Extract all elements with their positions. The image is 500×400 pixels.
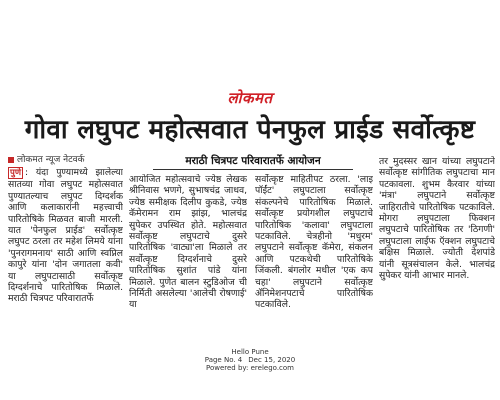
powered-by: Powered by: erelego.com — [205, 364, 294, 372]
edition-name: Hello Pune — [231, 348, 269, 356]
article-column-1 — [8, 167, 123, 332]
article-column-4: तर मुदस्सर खान यांच्या लघुपटाने सर्वोत्कृष्ट सांगीतिक लघुपटाचा मान पटकावला. शुभम कैरवार यांच्या 'मंत्रा' लघुपटाने सर्वोत्कृष्ट जाहिरातीचे पारितोषिक पटकाविले. मोगरा लघुपटाला फिक्शन लघुपटाचे पारितोषिक तर 'ठिगणी' लघुपटाला लाईफ ऍक्शन लघुपटाचे बक्षिस मिळाले. ज्योती देशपांडे यांनी सूत्रसंचालन केले. भालचंद्र सुपेकर यांनी आभार मानले. — [379, 156, 495, 282]
column-1-text: : यंदा पुण्यामध्ये झालेल्या सातव्या गोवा लघुपट महोत्सवात पुण्यातल्याच लघुपट दिग्दर्शक आणि कलाकारांनी महत्त्वाची पारितोषिके मिळवत बाजी मारली. यात 'पेनफुल प्राईड' सर्वोत्कृष्ट लघुपट ठरला तर महेश लिमये यांना 'पुनरागमनाय' साठी आणि स्वप्निल कापुरे यांना 'दोन जगातला कवी' या लघुपटासाठी सर्वोत्कृष्ट दिग्दर्शनाचे पारितोषिक मिळाले. मराठी चित्रपट परिवारातर्फे — [8, 167, 123, 305]
dateline-place: पुणे — [10, 168, 21, 178]
article-column-3: सर्वोत्कृष्ट माहितीपट ठरला. 'लाइ पॉईंट' लघुपटाला सर्वोत्कृष्ट संकल्पनेचे पारितोषिक मिळाले. सर्वोत्कृष्ट प्रयोगशील लघुपटाचे पारितोषिक 'कलावा' लघुपटाला पटकाविले. चेत्रहीनो 'मधुरम' लघुपटाने सर्वोत्कृष्ट कॅमेरा, संकलन आणि पटकथेची पारितोषिके जिंकली. बंगलोर मधील 'एक कप चहा' लघुपटाने सर्वोत्कृष्ट ॲनिमेशनपटाचे पारितोषिक पटकाविले. — [255, 174, 373, 311]
article-column-2: आयोजित महोत्सवाचे ज्येष्ठ लेखक श्रीनिवास भणगे, सुभाषचंद्र जाधव, ज्येष्ठ समीक्षक दिलीप कुकडे, ज्येष्ठ कॅमेरामन राम झांझ, भालचंद्र सुपेकर उपस्थित होते. महोत्सवात सर्वोत्कृष्ट लघुपटाचे दुसरे पारितोषिक 'वाट्या'ला मिळाले तर सर्वोत्कृष्ट दिग्दर्शनाचे दुसरे पारितोषिक सुशांत पांडे यांना मिळाले. पुणेत बालन स्टुडिओज ची निर्मिती असलेल्या 'आलेची रोषणाई' या — [129, 174, 247, 311]
page-info — [0, 356, 500, 364]
page-footer — [0, 348, 500, 372]
newspaper-logo: लोकमत — [227, 89, 273, 107]
article-headline: गोवा लघुपट महोत्सवात पेनफुल प्राईड सर्वोत्कृष्ट — [24, 115, 476, 145]
article-clipping — [5, 104, 495, 334]
page-date: Dec 15, 2020 — [248, 356, 296, 364]
article-byline — [8, 154, 85, 166]
page-number: Page No. 4 — [204, 356, 243, 364]
byline-bullet-icon — [8, 157, 14, 163]
article-subheadline: मराठी चित्रपट परिवारातर्फे आयोजन — [153, 154, 353, 170]
byline-text: लोकमत न्यूज नेटवर्क — [17, 155, 85, 165]
